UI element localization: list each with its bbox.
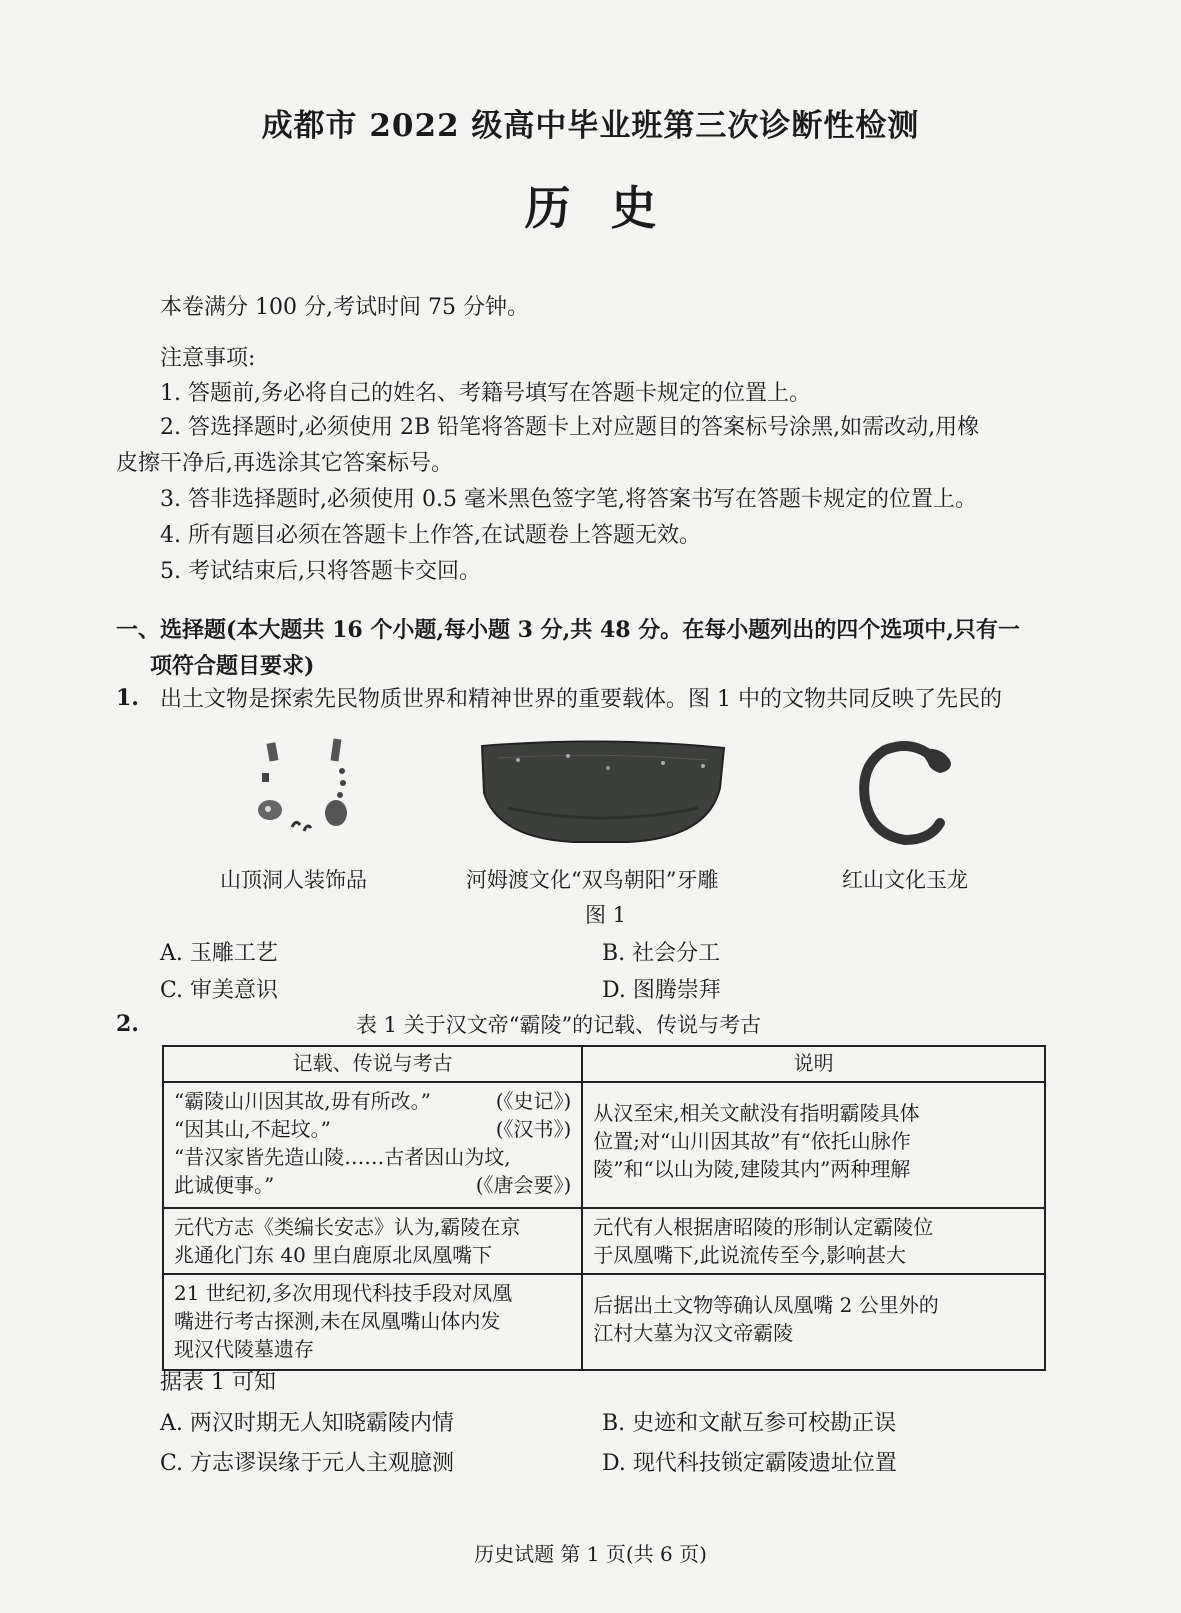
option-d[interactable]: D. 现代科技锁定霸陵遗址位置: [602, 1451, 897, 1476]
notice-item: 3. 答非选择题时,必须使用 0.5 毫米黑色签字笔,将答案书写在答题卡规定的位置上。: [160, 487, 977, 512]
table-cell: [582, 1208, 1045, 1274]
question-stem: 出土文物是探索先民物质世界和精神世界的重要载体。图 1 中的文物共同反映了先民的: [160, 687, 1002, 712]
quote-text: “因其山,不起坟。”: [174, 1117, 331, 1141]
notice-item-continued: 皮擦干净后,再选涂其它答案标号。: [116, 451, 453, 476]
notice-item: 5. 考试结束后,只将答题卡交回。: [160, 559, 481, 584]
cell-line: 后据出土文物等确认凤凰嘴 2 公里外的: [593, 1293, 939, 1317]
section-heading: 一、选择题(本大题共 16 个小题,每小题 3 分,共 48 分。在每小题列出的四个选项中,只有一: [116, 617, 1020, 643]
exam-title: 成都市 2022 级高中毕业班第三次诊断性检测: [261, 108, 920, 144]
citation: (《唐会要》): [475, 1173, 572, 1197]
cell-line: 元代有人根据唐昭陵的形制认定霸陵位: [593, 1215, 934, 1239]
option-c[interactable]: C. 审美意识: [160, 978, 279, 1003]
notice-item: 2. 答选择题时,必须使用 2B 铅笔将答题卡上对应题目的答案标号涂黑,如需改动,用橡: [160, 415, 980, 440]
question-lead: 据表 1 可知: [160, 1370, 276, 1395]
cell-line: 嘴进行考古探测,未在凤凰嘴山体内发: [174, 1309, 501, 1333]
cell-line: 兆通化门东 40 里白鹿原北凤凰嘴下: [174, 1243, 493, 1267]
quote-text: “昔汉家皆先造山陵……古者因山为坟,: [174, 1145, 511, 1169]
table-cell: [582, 1082, 1045, 1208]
ornaments-image: [240, 735, 360, 845]
cell-line: 江村大墓为汉文帝霸陵: [593, 1321, 794, 1345]
table-cell: [582, 1274, 1045, 1370]
figure-label: 图 1: [585, 903, 627, 927]
subject-title: 历史: [524, 181, 697, 235]
image-caption: 河姆渡文化“双鸟朝阳”牙雕: [466, 868, 719, 892]
question-number: 1.: [116, 685, 139, 711]
jade-dragon-image: [850, 735, 960, 850]
cell-line: [174, 1087, 571, 1115]
option-a[interactable]: A. 两汉时期无人知晓霸陵内情: [160, 1411, 454, 1436]
section-heading-continued: 项符合题目要求): [150, 653, 315, 679]
cell-line: 陵”和“以山为陵,建陵其内”两种理解: [593, 1157, 911, 1181]
citation: (《汉书》): [495, 1117, 572, 1141]
option-b[interactable]: B. 史迹和文献互参可校勘正误: [602, 1411, 897, 1436]
table-header: 说明: [582, 1046, 1045, 1082]
cell-line: [174, 1143, 571, 1171]
table-row: [163, 1274, 1045, 1370]
option-c[interactable]: C. 方志谬误缘于元人主观臆测: [160, 1451, 455, 1476]
cell-line: 现汉代陵墓遗存: [174, 1337, 314, 1361]
table-cell: [163, 1208, 582, 1274]
table-row: [163, 1082, 1045, 1208]
cell-line: [174, 1115, 571, 1143]
image-caption: 红山文化玉龙: [842, 868, 968, 892]
page-footer: 历史试题 第 1 页(共 6 页): [474, 1542, 707, 1566]
table-cell: [163, 1274, 582, 1370]
option-b[interactable]: B. 社会分工: [602, 941, 721, 966]
citation: (《史记》): [495, 1089, 572, 1113]
cell-line: [174, 1171, 571, 1199]
notice-item: 4. 所有题目必须在答题卡上作答,在试题卷上答题无效。: [160, 523, 701, 548]
ivory-carving-image: [478, 738, 728, 848]
quote-text: 此诚便事。”: [174, 1173, 275, 1197]
quote-text: “霸陵山川因其故,毋有所改。”: [174, 1089, 431, 1113]
option-a[interactable]: A. 玉雕工艺: [160, 941, 278, 966]
record-table: [162, 1045, 1046, 1371]
cell-line: 从汉至宋,相关文献没有指明霸陵具体: [593, 1101, 920, 1125]
cell-line: 21 世纪初,多次用现代科技手段对凤凰: [174, 1281, 513, 1305]
table-row: [163, 1208, 1045, 1274]
table-title: 表 1 关于汉文帝“霸陵”的记载、传说与考古: [356, 1013, 762, 1037]
question-number: 2.: [116, 1011, 139, 1037]
table-cell: [163, 1082, 582, 1208]
notice-item: 1. 答题前,务必将自己的姓名、考籍号填写在答题卡规定的位置上。: [160, 381, 811, 406]
option-d[interactable]: D. 图腾崇拜: [602, 978, 721, 1003]
notice-heading: 注意事项:: [160, 346, 256, 371]
table-header: 记载、传说与考古: [163, 1046, 582, 1082]
cell-line: 于凤凰嘴下,此说流传至今,影响甚大: [593, 1243, 907, 1267]
cell-line: 位置;对“山川因其故”有“依托山脉作: [593, 1129, 911, 1153]
table-header-row: [163, 1046, 1045, 1082]
image-caption: 山顶洞人装饰品: [220, 868, 367, 892]
cell-line: 元代方志《类编长安志》认为,霸陵在京: [174, 1215, 521, 1239]
intro-text: 本卷满分 100 分,考试时间 75 分钟。: [160, 295, 529, 320]
